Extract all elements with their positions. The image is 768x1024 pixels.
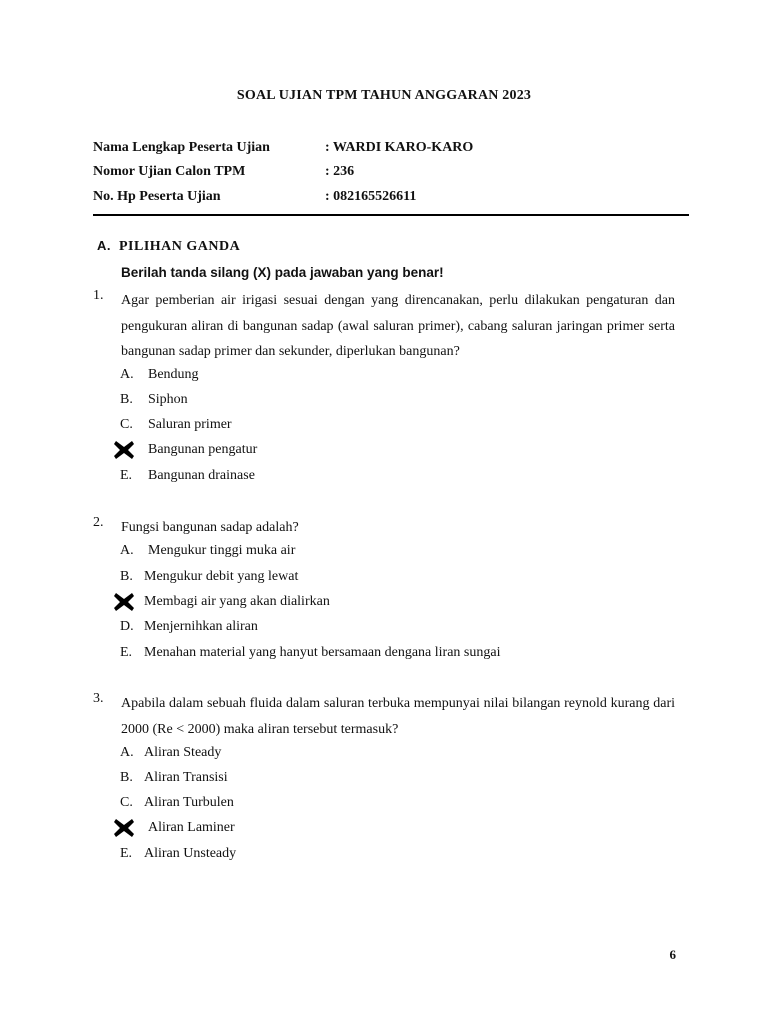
option-letter: E. [120, 846, 133, 861]
option-text: Siphon [148, 392, 188, 407]
option-letter: E. [120, 468, 133, 483]
option-text: Bendung [148, 367, 199, 382]
option-letter: C. [120, 795, 133, 810]
option-text: Membagi air yang akan dialirkan [144, 594, 330, 609]
info-label: Nama Lengkap Peserta Ujian [93, 140, 270, 155]
option-text: Mengukur tinggi muka air [148, 543, 296, 558]
page-number: 6 [669, 947, 676, 962]
option-letter: C. [120, 417, 133, 432]
option-text: Menjernihkan aliran [144, 619, 258, 634]
option-letter: D. [120, 619, 134, 634]
option-text: Aliran Unsteady [144, 846, 237, 861]
option-letter: B. [120, 770, 133, 785]
option-letter: A. [120, 745, 134, 760]
info-value: : 082165526611 [325, 189, 417, 204]
section-letter: A. [97, 238, 111, 253]
question-number: 3. [93, 691, 104, 706]
option-text: Bangunan drainase [148, 468, 255, 483]
option-letter: A. [120, 367, 134, 382]
question-text: Apabila dalam sebuah fluida dalam saluran terbuka mempunyai nilai bilangan reynold kurang dari 2000 (Re < 2000) maka aliran tersebut termasuk? [121, 696, 675, 737]
info-label: No. Hp Peserta Ujian [93, 189, 221, 204]
info-value: : WARDI KARO-KARO [325, 140, 474, 155]
info-value: : 236 [325, 164, 355, 179]
option-text: Menahan material yang hanyut bersamaan dengana liran sungai [144, 645, 501, 660]
option-text: Aliran Turbulen [144, 795, 234, 810]
option-text: Mengukur debit yang lewat [144, 569, 299, 584]
option-letter: B. [120, 392, 133, 407]
section-title: PILIHAN GANDA [119, 239, 241, 254]
option-text: Aliran Steady [144, 745, 222, 760]
cross-mark-icon [113, 440, 135, 460]
option-letter: B. [120, 569, 133, 584]
question-text: Fungsi bangunan sadap adalah? [121, 520, 299, 535]
section-heading [97, 238, 240, 255]
option-text: Aliran Transisi [144, 770, 228, 785]
document-title: SOAL UJIAN TPM TAHUN ANGGARAN 2023 [236, 88, 532, 103]
option-text: Aliran Laminer [148, 820, 235, 835]
cross-mark-icon [113, 592, 135, 612]
info-label: Nomor Ujian Calon TPM [93, 164, 246, 179]
header-divider [93, 214, 689, 216]
option-text: Bangunan pengatur [148, 442, 258, 457]
option-text: Saluran primer [148, 417, 232, 432]
question-number: 2. [93, 515, 104, 530]
section-instruction: Berilah tanda silang (X) pada jawaban yang benar! [121, 265, 444, 280]
question-number: 1. [93, 288, 104, 303]
cross-mark-icon [113, 818, 135, 838]
option-letter: A. [120, 543, 134, 558]
question-text: Agar pemberian air irigasi sesuai dengan yang direncanakan, perlu dilakukan pengaturan dan pengukuran aliran di bangunan sadap (awal saluran primer), cabang saluran jaringan primer serta bangunan sadap primer dan sekunder, diperlukan bangunan? [121, 293, 675, 359]
option-letter: E. [120, 645, 133, 660]
